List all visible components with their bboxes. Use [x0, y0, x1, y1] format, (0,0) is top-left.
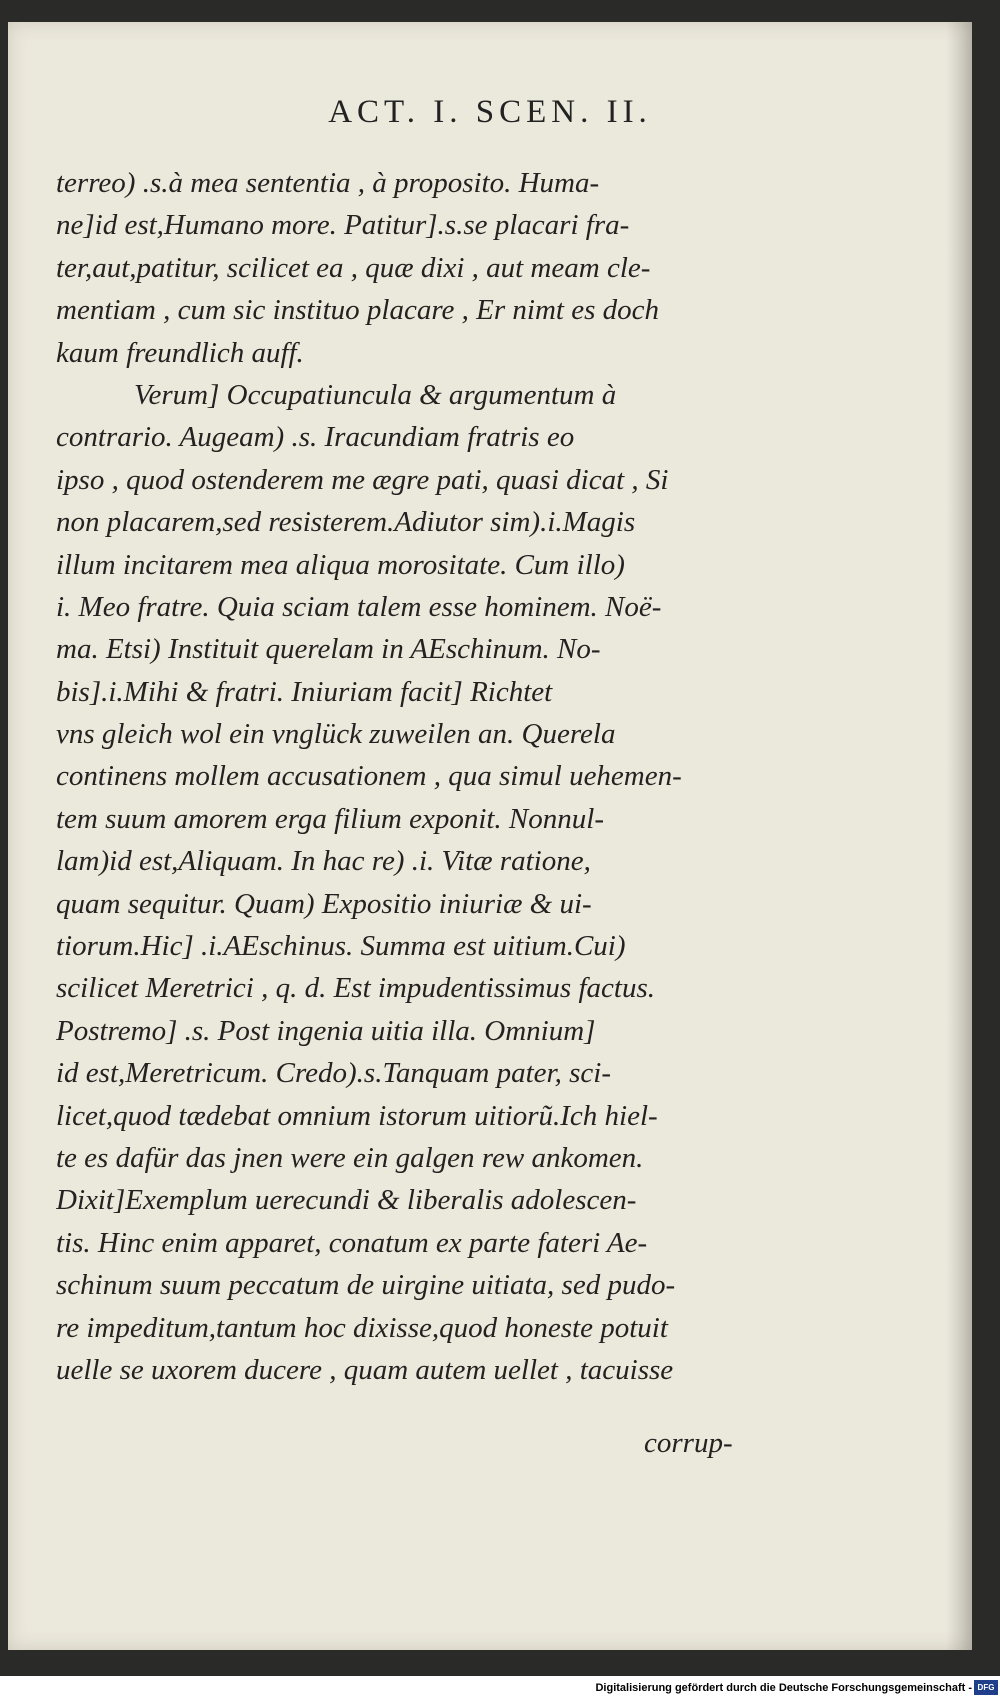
text-line: vns gleich wol ein vnglück zuweilen an. Querela	[56, 718, 616, 751]
text-line: ipso , quod ostenderem me ægre pati, quasi dicat , Si	[56, 463, 669, 496]
text-line: bis].i.Mihi & fratri. Iniuriam facit] Richtet	[56, 675, 553, 708]
book-page	[8, 22, 972, 1650]
text-line: mentiam , cum sic instituo placare , Er nimt es doch	[56, 294, 660, 327]
text-line: Dixit]Exemplum uerecundi & liberalis adolescen-	[56, 1184, 637, 1217]
text-line: ma. Etsi) Instituit querelam in AEschinum. No-	[56, 633, 601, 666]
running-head: ACT. I. SCEN. II.	[328, 94, 652, 130]
text-line: Verum] Occupatiuncula & argumentum à	[134, 378, 617, 411]
text-line: i. Meo fratre. Quia sciam talem esse hominem. Noë-	[56, 590, 662, 623]
text-line: kaum freundlich auff.	[56, 336, 304, 369]
text-line: re impeditum,tantum hoc dixisse,quod honeste potuit	[56, 1311, 668, 1344]
footer-credit: Digitalisierung gefördert durch die Deutsche Forschungsgemeinschaft -	[595, 1682, 972, 1694]
text-line: continens mollem accusationem , qua simul uehemen-	[56, 760, 682, 793]
text-line: lam)id est,Aliquam. In hac re) .i. Vitæ ratione,	[56, 845, 591, 878]
text-line: illum incitarem mea aliqua morositate. Cum illo)	[56, 548, 625, 581]
text-line: terreo) .s.à mea sententia , à proposito. Huma-	[56, 167, 600, 199]
text-line: tiorum.Hic] .i.AEschinus. Summa est uitium.Cui)	[56, 930, 626, 963]
text-line: licet,quod tædebat omnium istorum uitiorũ.Ich hiel-	[56, 1099, 658, 1132]
text-line: id est,Meretricum. Credo).s.Tanquam pater, sci-	[56, 1057, 611, 1090]
text-line: tem suum amorem erga filium exponit. Nonnul-	[56, 802, 604, 835]
text-line: ter,aut,patitur, scilicet ea , quæ dixi , aut meam cle-	[56, 251, 651, 284]
catchword: corrup-	[644, 1427, 733, 1459]
digitization-footer	[0, 1676, 1000, 1700]
text-line: non placarem,sed resisterem.Adiutor sim).i.Magis	[56, 506, 636, 539]
text-line: tis. Hinc enim apparet, conatum ex parte fateri Ae-	[56, 1226, 648, 1259]
text-line: Postremo] .s. Post ingenia uitia illa. Omnium]	[56, 1014, 596, 1047]
text-line: quam sequitur. Quam) Expositio iniuriæ & ui-	[56, 887, 592, 920]
text-line: scilicet Meretrici , q. d. Est impudentissimus factus.	[56, 972, 655, 1005]
text-line: ne]id est,Humano more. Patitur].s.se placari fra-	[56, 209, 630, 242]
page-edge-shadow	[946, 22, 972, 1650]
dfg-logo: DFG	[974, 1680, 998, 1695]
commentary-text	[56, 162, 778, 1391]
text-line: te es dafür das jnen were ein galgen rew ankomen.	[56, 1141, 644, 1174]
text-line: schinum suum peccatum de uirgine uitiata, sed pudo-	[56, 1269, 676, 1302]
text-line: contrario. Augeam) .s. Iracundiam fratris eo	[56, 421, 575, 454]
text-line: uelle se uxorem ducere , quam autem uellet , tacuisse	[56, 1353, 674, 1386]
